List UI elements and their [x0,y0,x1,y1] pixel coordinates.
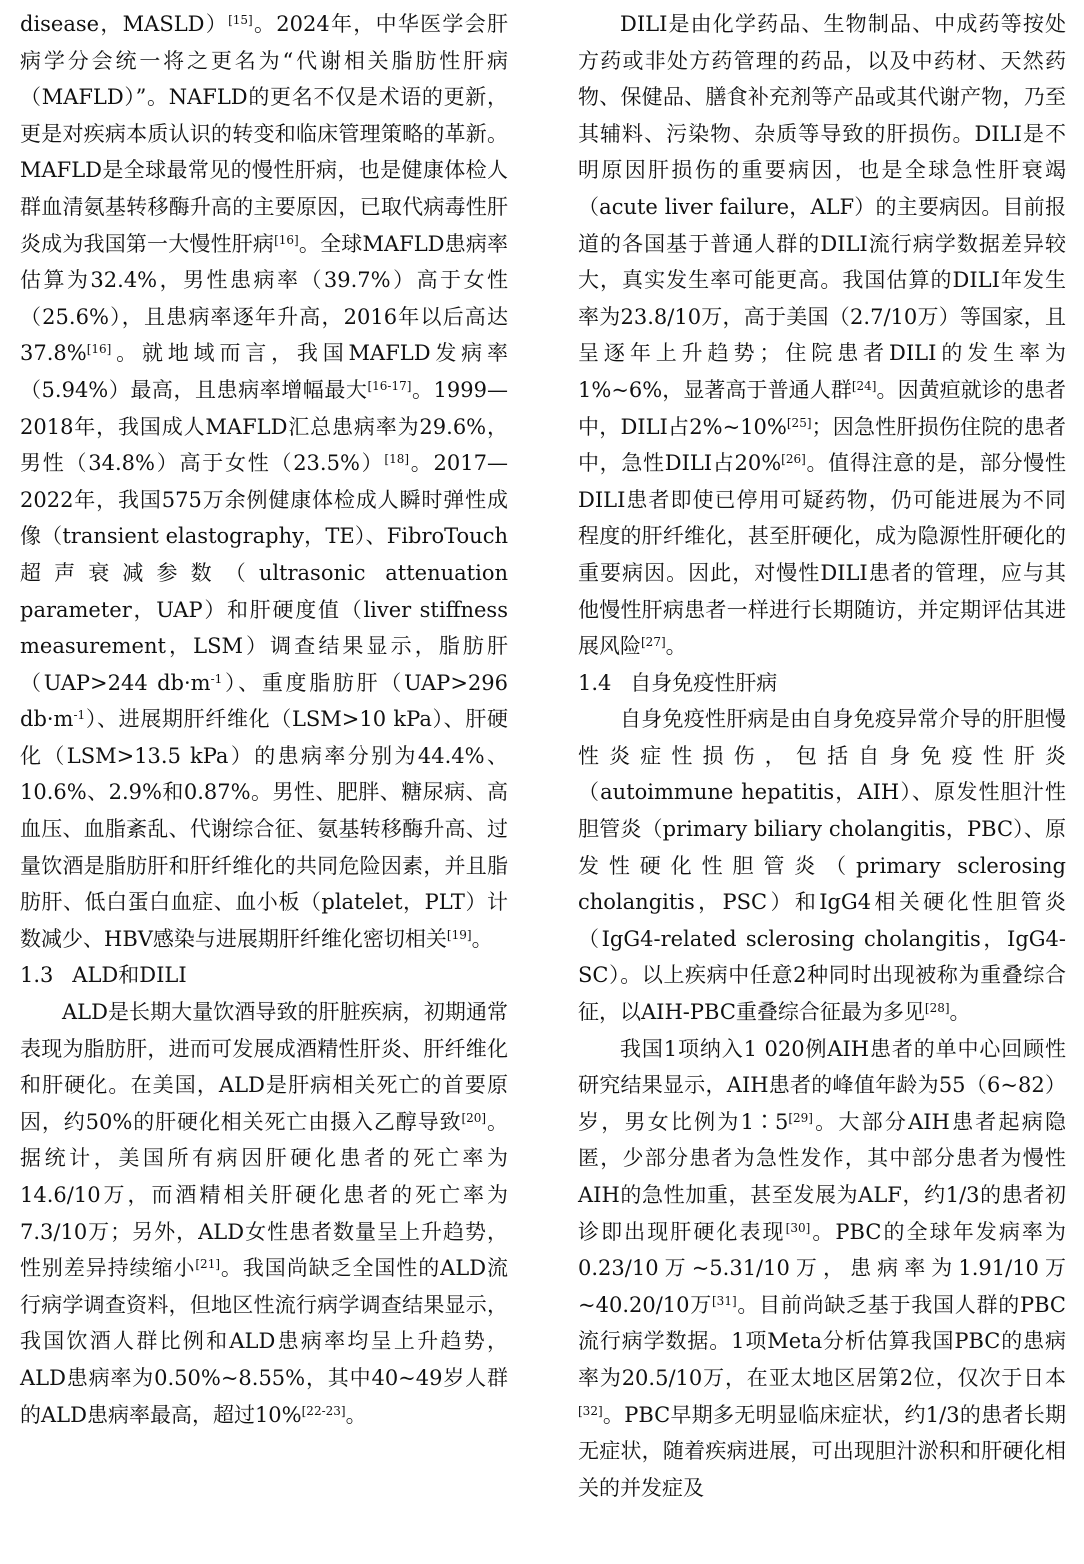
text-run: DILI是由化学药品、生物制品、中成药等按处方药或非处方药管理的药品，以及中药材、天然药物、保健品、膳食补充剂等产品或其代谢产物，乃至其辅料、污染物、杂质等导致的肝损伤。DILI是不明原因肝损伤的重要病因，也是全球急性肝衰竭（acute liver failure，ALF）的主要病因。目前报道的各国基于普通人群的DILI流行病学数据差异较大，真实发生率可能更高。我国估算的DILI年发生率为23.8/10万，高于美国（2.7/10万）等国家，且呈逐年上升趋势；住院患者DILI的发生率为1%~6%，显著高于普通人群 [578,12,1066,402]
text-run: 。2024年，中华医学会肝病学分会统一将之更名为“代谢相关脂肪性肝病（MAFLD）”。NAFLD的更名不仅是术语的更新，更是对疾病本质认识的转变和临床管理策略的革新。MAFLD是全球最常见的慢性肝病，也是健康体检人群血清氨基转移酶升高的主要原因，已取代病毒性肝炎成为我国第一大慢性肝病 [20,12,508,256]
right-column [578,6,1066,1506]
text-run: 。PBC早期多无明显临床症状，约1/3的患者长期无症状，随着疾病进展，可出现胆汁淤积和肝硬化相关的并发症及 [578,1402,1066,1500]
text-run: disease，MASLD） [20,12,229,36]
text-run: 。值得注意的是，部分慢性DILI患者即使已停用可疑药物，仍可能进展为不同程度的肝纤维化，甚至肝硬化，成为隐源性肝硬化的重要病因。因此，对慢性DILI患者的管理，应与其他慢性肝病患者一样进行长期随访，并定期评估其进展风险 [578,451,1066,659]
paragraph-aih-pbc-epidemiology [578,1031,1066,1507]
section-title: 自身免疫性肝病 [630,670,778,695]
citation-superscript: [29] [788,1110,813,1125]
citation-superscript: [25] [786,415,812,430]
citation-superscript: [20] [461,1110,487,1125]
text-run: 。因黄疸就诊的患者中，DILI占2%~10% [578,377,1067,439]
citation-superscript: [18] [384,451,410,466]
citation-superscript: [21] [195,1257,221,1271]
text-run: 。全球MAFLD患病率估算为32.4%，男性患病率（39.7%）高于女性（25.6%），且患病率逐年升高，2016年以后高达37.8% [20,231,508,366]
left-column [20,6,508,1433]
text-run: ）、重度脂肪肝（UAP>296 db·m [20,670,508,732]
text-run: 。据统计，美国所有病因肝硬化患者的死亡率为14.6/10万，而酒精相关肝硬化患者的死亡率为7.3/10万；另外，ALD女性患者数量呈上升趋势，性别差异持续缩小 [20,1109,508,1281]
citation-superscript: [16] [274,232,299,247]
text-run: 。我国尚缺乏全国性的ALD流行病学调查资料，但地区性流行病学调查结果显示，我国饮酒人群比例和ALD患病率均呈上升趋势，ALD患病率为0.50%~8.55%，其中40~49岁人群的ALD患病率最高，超过10% [20,1256,509,1427]
citation-superscript: [22-23] [301,1403,346,1418]
text-run: 。目前尚缺乏基于我国人群的PBC流行病学数据。1项Meta分析估算我国PBC的患病率为20.5/10万，在亚太地区居第2位，仅次于日本 [578,1292,1066,1390]
text-run: 。 [345,1402,367,1427]
section-title: ALD和DILI [72,963,187,988]
text-run: ALD是长期大量饮酒导致的肝脏疾病，初期通常表现为脂肪肝，进而可发展成酒精性肝炎、肝纤维化和肝硬化。在美国，ALD是肝病相关死亡的首要原因，约50%的肝硬化相关死亡由摄入乙醇导致 [20,1000,508,1134]
text-run: 。 [665,634,687,659]
text-run: ；因急性肝损伤住院的患者中，急性DILI占20% [578,414,1067,476]
text-run: 。大部分AIH患者起病隐匿，少部分患者为急性发作，其中部分患者为慢性AIH的急性加重，甚至发展为ALF，约1/3的患者初诊即出现肝硬化表现 [578,1109,1066,1244]
paragraph-ald [20,994,508,1433]
citation-superscript: [16-17] [367,378,412,393]
text-run: 。就地域而言，我国MAFLD发病率（5.94%）最高，且患病率增幅最大 [20,341,508,402]
citation-superscript: [31] [712,1293,737,1308]
text-run: 。 [471,926,493,951]
citation-superscript: [19] [446,927,472,942]
section-heading-1-3 [20,957,508,994]
citation-superscript: [28] [924,1000,950,1015]
citation-superscript: [27] [641,634,666,649]
citation-superscript: [26] [781,451,806,466]
text-run: 。PBC的全球年发病率为0.23/10万~5.31/10万，患病率为1.91/10万~40.20/10万 [578,1219,1066,1317]
text-run: 自身免疫性肝病是由自身免疫异常介导的肝胆慢性炎症性损伤，包括自身免疫性肝炎（autoimmune hepatitis，AIH）、原发性胆汁性胆管炎（primary biliary cholangitis，PBC）、原发性硬化性胆管炎（primary sclerosing cholangitis，PSC）和IgG4相关硬化性胆管炎（IgG4-related sclerosing cholangitis，IgG4-SC）。以上疾病中任意2种同时出现被称为重叠综合征，以AIH-PBC重叠综合征最为多见 [578,707,1066,1025]
citation-superscript: -1 [210,671,223,686]
text-run: ）、进展期肝纤维化（LSM>10 kPa）、肝硬化（LSM>13.5 kPa）的患病率分别为44.4%、10.6%、2.9%和0.87%。男性、肥胖、糖尿病、高血压、血脂紊乱、代谢综合征、氨基转移酶升高、过量饮酒是脂肪肝和肝纤维化的共同危险因素，并且脂肪肝、低白蛋白血症、血小板（platelet，PLT）计数减少、HBV感染与进展期肝纤维化密切相关 [20,707,508,951]
citation-superscript: -1 [73,708,86,723]
section-number: 1.3 [20,963,54,988]
citation-superscript: [32] [578,1403,603,1418]
citation-superscript: [24] [851,378,877,393]
text-run: 。2017—2022年，我国575万余例健康体检成人瞬时弹性成像（transient elastography，TE）、FibroTouch超声衰减参数（ultrasonic attenuation parameter，UAP）和肝硬度值（liver stiffness measurement，LSM）调查结果显示，脂肪肝（UAP>244 db·m [20,451,508,695]
section-heading-1-4 [578,665,1066,702]
paragraph-dili [578,6,1066,665]
paragraph-autoimmune-liver-disease [578,701,1066,1030]
citation-superscript: [30] [785,1220,811,1235]
paragraph-mafld-epidemiology [20,6,508,957]
text-run: 我国1项纳入1 020例AIH患者的单中心回顾性研究结果显示，AIH患者的峰值年龄为55（6~82）岁，男女比例为1∶5 [578,1036,1066,1134]
citation-superscript: [16] [86,342,112,357]
text-run: 。1999—2018年，我国成人MAFLD汇总患病率为29.6%，男性（34.8%）高于女性（23.5%） [20,377,508,476]
section-number: 1.4 [578,670,612,695]
citation-superscript: [15] [228,12,253,27]
text-run: 。 [949,1000,971,1025]
